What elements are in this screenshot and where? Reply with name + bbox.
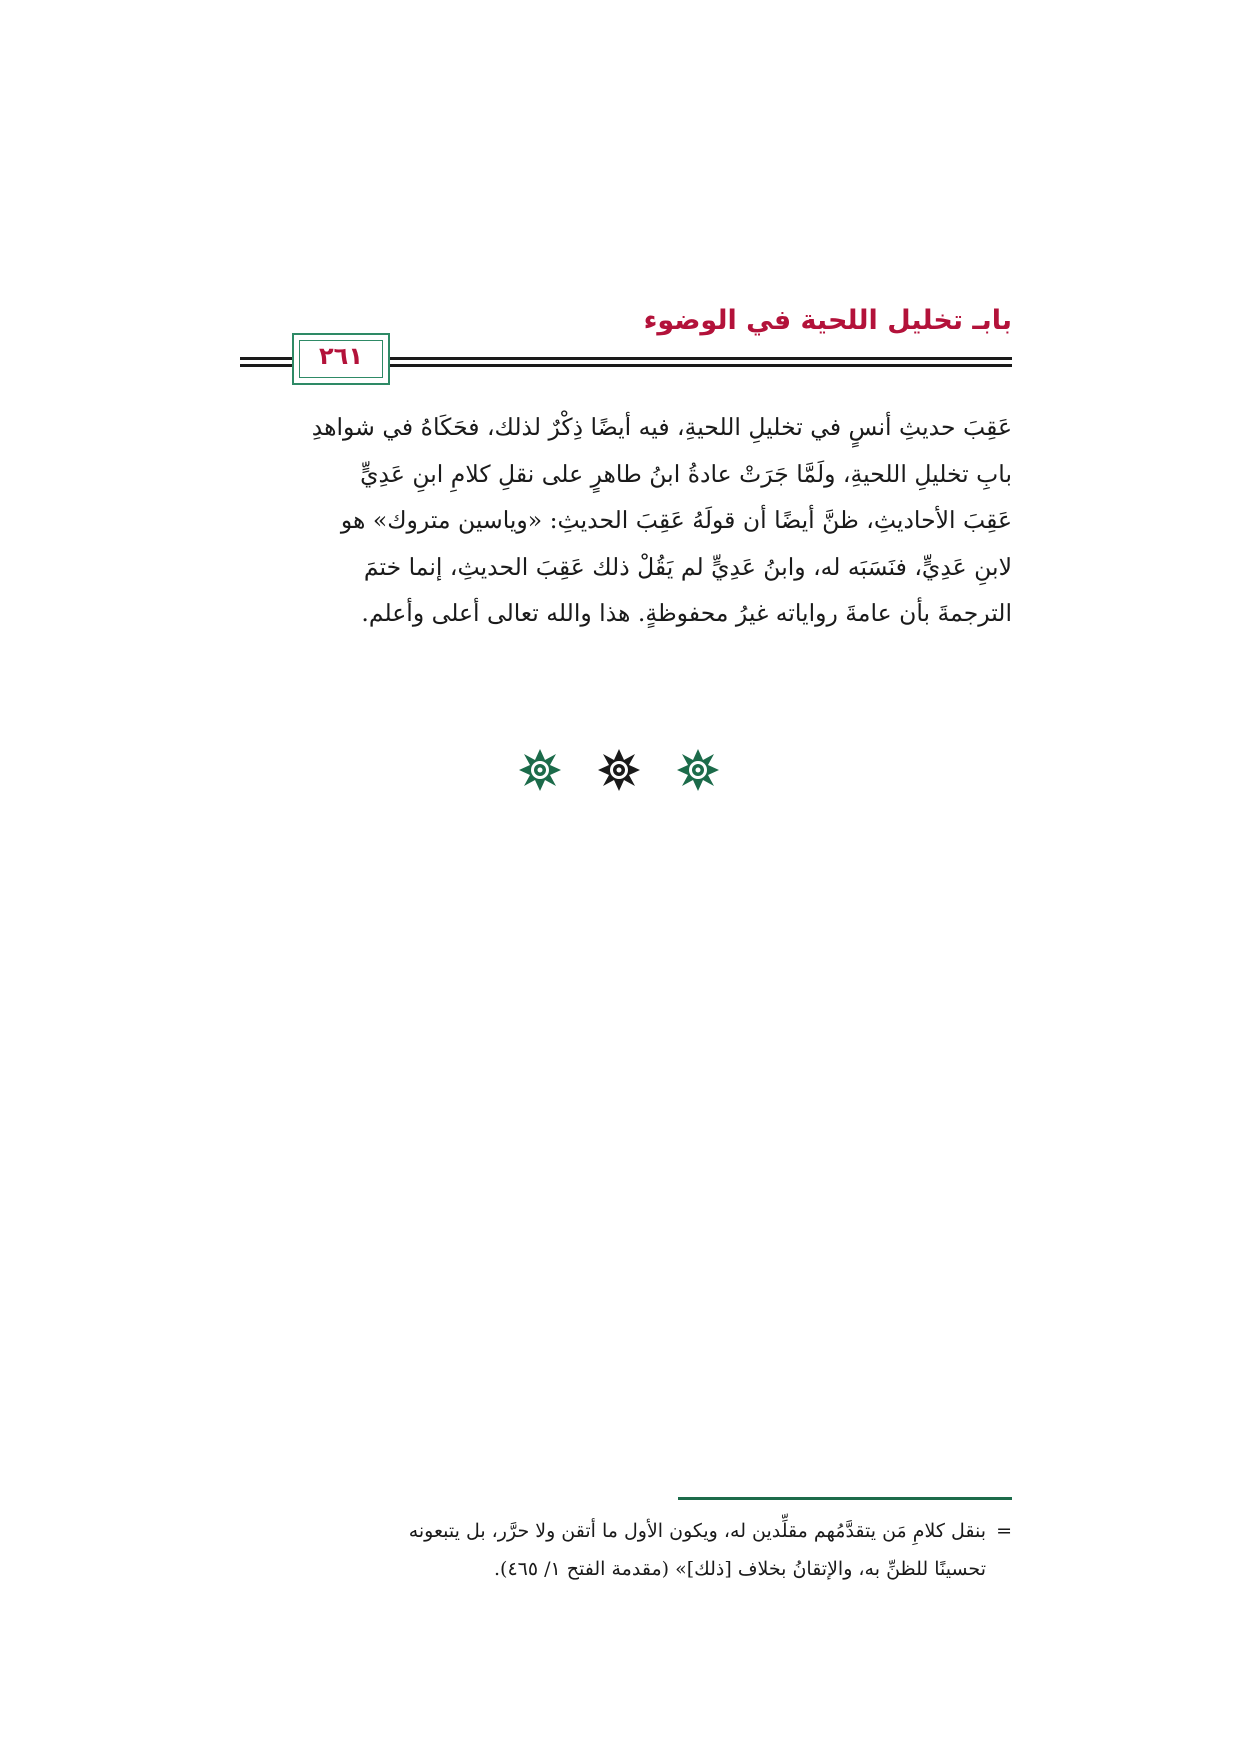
- page-number-frame: [292, 333, 390, 385]
- chapter-title: بابـ تخليل اللحية في الوضوء: [643, 305, 1012, 336]
- main-text: [238, 404, 1012, 637]
- page-header: [240, 305, 1012, 385]
- star-flower-ornament-icon: [676, 748, 720, 792]
- footnote-line: [240, 1550, 1012, 1588]
- star-flower-ornament-icon: [518, 748, 562, 792]
- page-number: ٢٦١: [319, 342, 363, 370]
- footnote-line: [240, 1512, 1012, 1550]
- footnote-text: تحسينًا للظنِّ به، والإتقانُ بخلاف [ذلك]» (مقدمة الفتح ١/ ٤٦٥).: [493, 1558, 986, 1580]
- section-end-ornaments: [518, 748, 720, 792]
- footnote: [240, 1512, 1012, 1588]
- footnote-separator: [678, 1497, 1012, 1500]
- text-line: عَقِبَ الأحاديثِ، ظنَّ أيضًا أن قولَهُ عَقِبَ الحديثِ: «وياسين متروك» هو: [340, 506, 1012, 534]
- footnote-text: بنقل كلامِ مَن يتقدَّمُهم مقلِّدين له، ويكون الأول ما أتقن ولا حرَّر، بل يتبعونه: [408, 1520, 986, 1542]
- star-flower-ornament-icon: [597, 748, 641, 792]
- text-line: بابِ تخليلِ اللحيةِ، ولَمَّا جَرَتْ عادةُ ابنُ طاهرٍ على نقلِ كلامِ ابنِ عَدِيٍّ: [360, 459, 1012, 488]
- text-line: عَقِبَ حديثِ أنسٍ في تخليلِ اللحيةِ، فيه أيضًا ذِكْرٌ لذلك، فحَكَاهُ في شواهدِ: [311, 413, 1012, 441]
- text-line: لابنِ عَدِيٍّ، فنَسَبَه له، وابنُ عَدِيٍّ لم يَقُلْ ذلك عَقِبَ الحديثِ، إنما ختمَ: [363, 552, 1012, 581]
- text-line: الترجمةَ بأن عامةَ رواياته غيرُ محفوظةٍ. هذا والله تعالى أعلى وأعلم.: [361, 599, 1012, 627]
- footnote-continuation-marker: =: [996, 1520, 1012, 1542]
